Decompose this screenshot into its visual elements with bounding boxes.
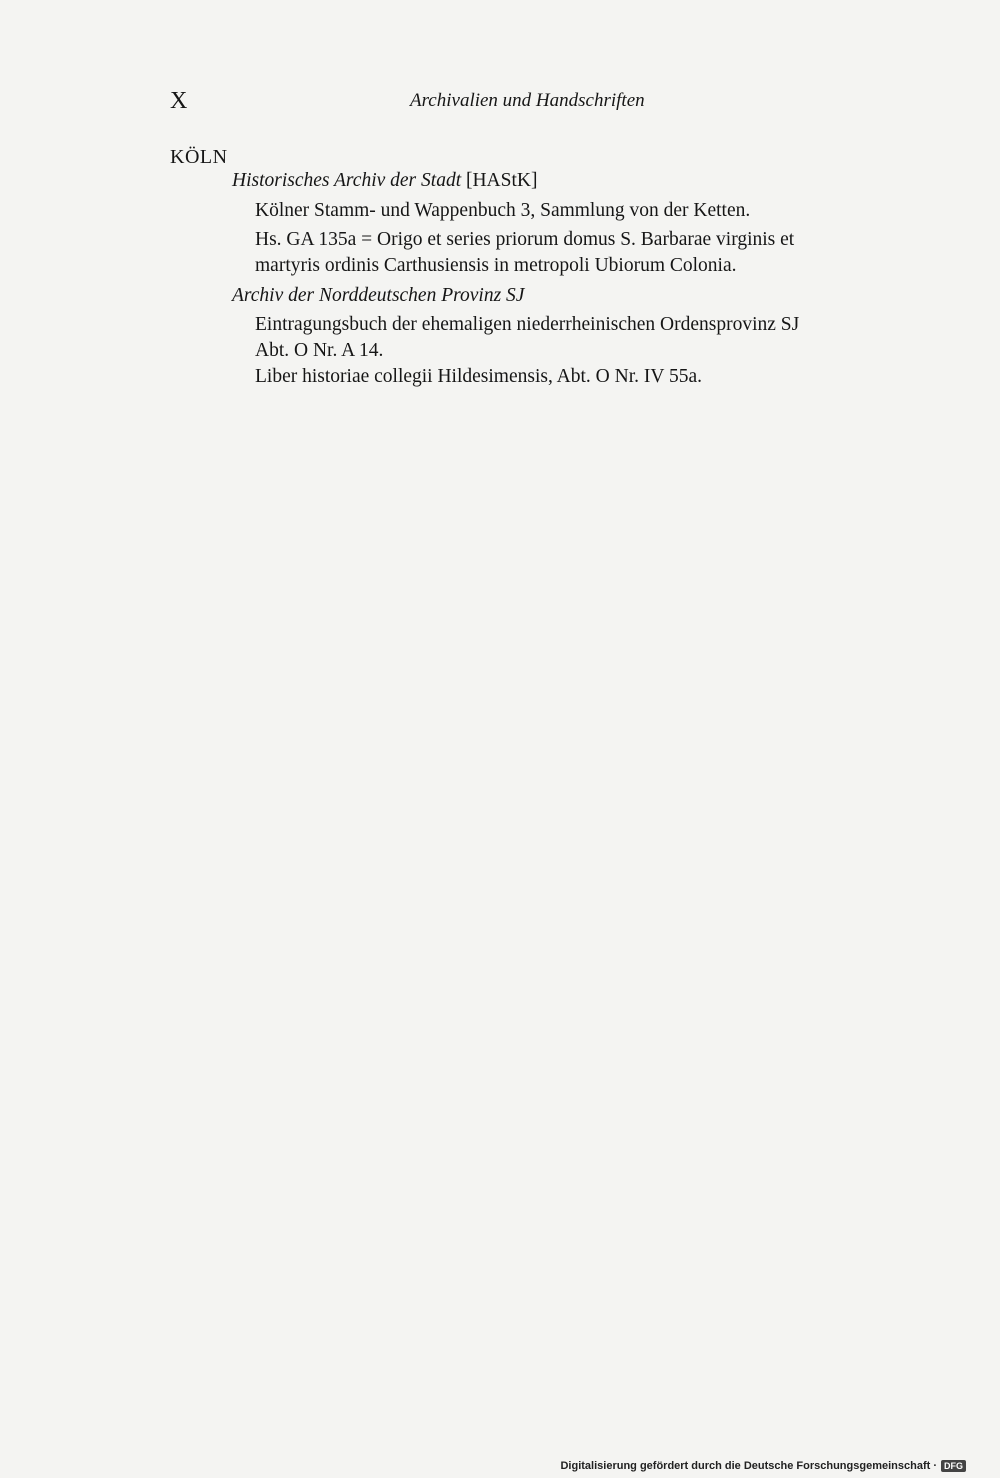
entry-line: Eintragungsbuch der ehemaligen niederrheinischen Ordensprovinz SJ (255, 314, 800, 335)
running-head: Archivalien und Handschriften (410, 90, 645, 111)
archive-heading (232, 285, 524, 307)
dfg-logo-icon: DFG (941, 1460, 966, 1472)
entry-line: martyris ordinis Carthusiensis in metropoli Ubiorum Colonia. (255, 255, 737, 276)
archive-name: Historisches Archiv der Stadt (232, 170, 462, 191)
archive-name: Archiv der Norddeutschen Provinz SJ (232, 285, 525, 306)
place-heading: KÖLN (170, 146, 228, 168)
footer (560, 1460, 966, 1472)
entry (255, 364, 702, 390)
archive-heading (232, 170, 537, 192)
entry-line: Liber historiae collegii Hildesimensis, Abt. O Nr. IV 55a. (255, 366, 702, 387)
footer-text: Digitalisierung gefördert durch die Deutsche Forschungsgemeinschaft · (560, 1460, 937, 1472)
page-number: X (170, 88, 188, 114)
entry (255, 198, 750, 224)
entry-line: Abt. O Nr. A 14. (255, 340, 384, 361)
archive-abbreviation: [HAStK] (461, 170, 538, 191)
entry (255, 312, 799, 364)
entry (255, 227, 794, 279)
entry-line: Kölner Stamm- und Wappenbuch 3, Sammlung von der Ketten. (255, 200, 751, 221)
entry-line: Hs. GA 135a = Origo et series priorum domus S. Barbarae virginis et (255, 229, 795, 250)
